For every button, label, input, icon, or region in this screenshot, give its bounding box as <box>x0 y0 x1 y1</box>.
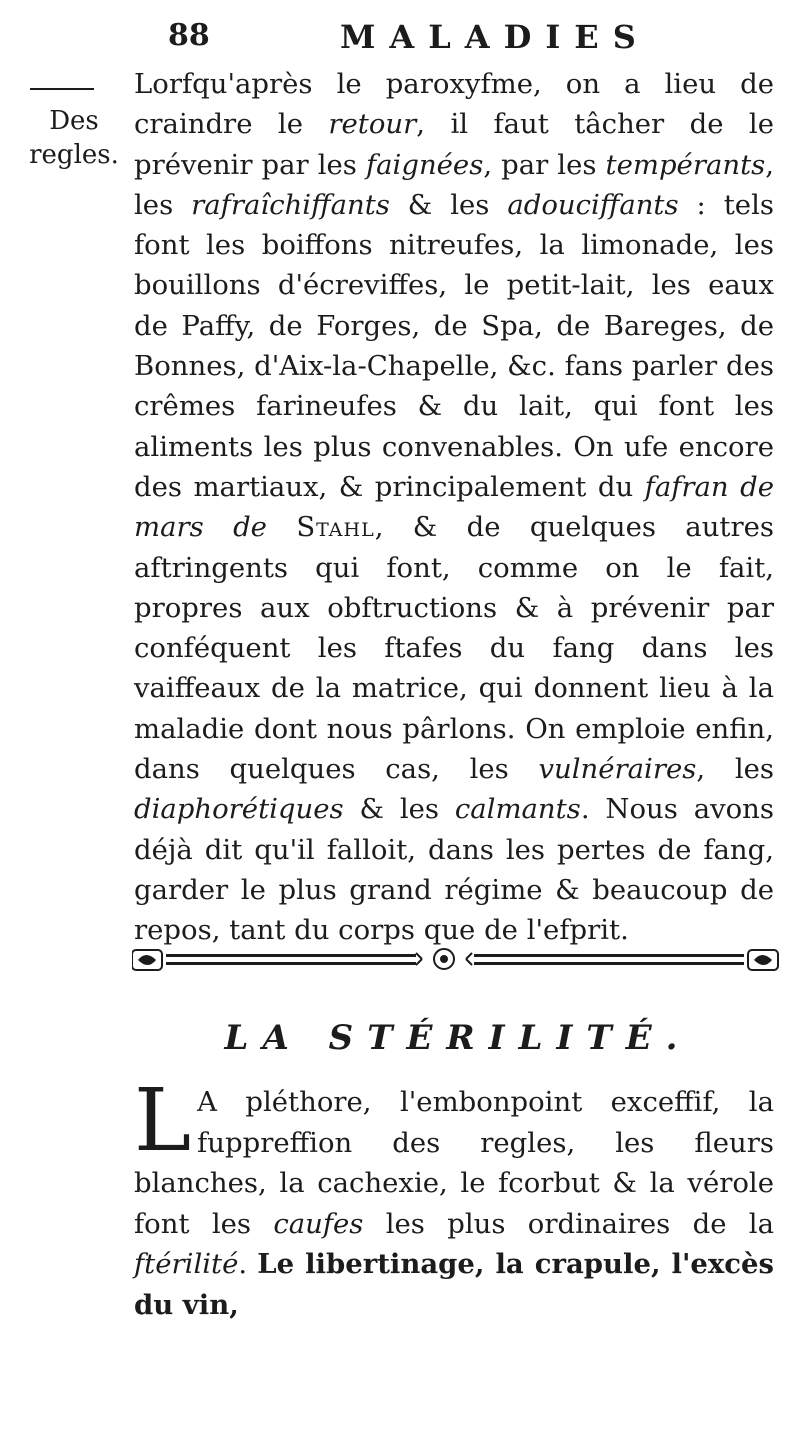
term-safran: fafran de mars de <box>134 470 775 544</box>
ornament-center-dot <box>440 955 448 963</box>
closing-line: Le libertinage, la crapule, l'excès du vin, <box>134 1248 774 1321</box>
ornament-leaf-left <box>138 955 156 965</box>
term-causes: caufes <box>273 1207 364 1240</box>
ornament-rule <box>132 946 782 974</box>
margin-rule <box>30 88 94 90</box>
name-stahl: Stahl <box>296 511 375 544</box>
running-head: MALADIES <box>340 18 650 56</box>
page-number: 88 <box>168 18 210 53</box>
ornament-leaf-right <box>754 955 772 965</box>
ornament-line-right-top <box>474 954 744 957</box>
ornament-line-right-bottom <box>474 962 744 965</box>
term-saignees: faignées <box>365 148 484 181</box>
ornament-line-left-top <box>166 954 416 957</box>
margin-note: Des regles. <box>29 106 119 170</box>
paragraph-sterility: L A pléthore, l'embonpoint exceffif, la fuppreffion des regles, les fleurs blanches, la cachexie, le fcorbut & la vérole font les caufes les plus ordinaires de la ftérilité. Le libertinage, la crapule, l'excès du vin, <box>134 1071 775 1321</box>
term-temperants: tempérants <box>605 148 766 181</box>
drop-cap: L <box>134 1071 192 1171</box>
page-header <box>0 18 800 58</box>
paragraph-treatment: Lorfqu'après le paroxyfme, on a lieu de craindre le retour, il faut tâcher de le prévenir par les faignées, par les tempérants, les rafraîchiffants & les adouciffants : tels font les boiffons nitreufes, la limonade, les bouillons d'écreviffes, le petit-lait, les eaux de Paffy, de Forges, de Spa, de Bareges, de Bonnes, d'Aix-la-Chapelle, &c. fans parler des crêmes farineufes & du lait, qui font les aliments les plus convenables. On ufe encore des martiaux, & principalement du fafran de mars de Stahl, & de quelques autres aftringents qui font, comme on le fait, propres aux obftructions & à prévenir par conféquent les ftafes du fang dans les vaiffeaux de la matrice, qui donnent lieu à la maladie dont nous pârlons. On emploie enfin, dans quelques cas, les vulnéraires, les diaphorétiques & les calmants. Nous avons déjà dit qu'il falloit, dans les pertes de fang, garder le plus grand régime & beaucoup de repos, tant du corps que de l'efprit. <box>134 68 775 947</box>
term-calmants: calmants <box>454 793 581 826</box>
term-sterilite: ftérilité <box>134 1248 239 1280</box>
term-vulneraires: vulnéraires <box>538 753 697 786</box>
term-rafraichissants: rafraîchiffants <box>191 188 390 221</box>
term-adoucissants: adouciffants <box>507 188 679 221</box>
term-diaphoretiques: diaphorétiques <box>134 793 344 826</box>
section-title: LA STÉRILITÉ. <box>224 1018 692 1058</box>
term-retour: retour <box>328 108 417 141</box>
ornament-line-left-bottom <box>166 962 416 965</box>
